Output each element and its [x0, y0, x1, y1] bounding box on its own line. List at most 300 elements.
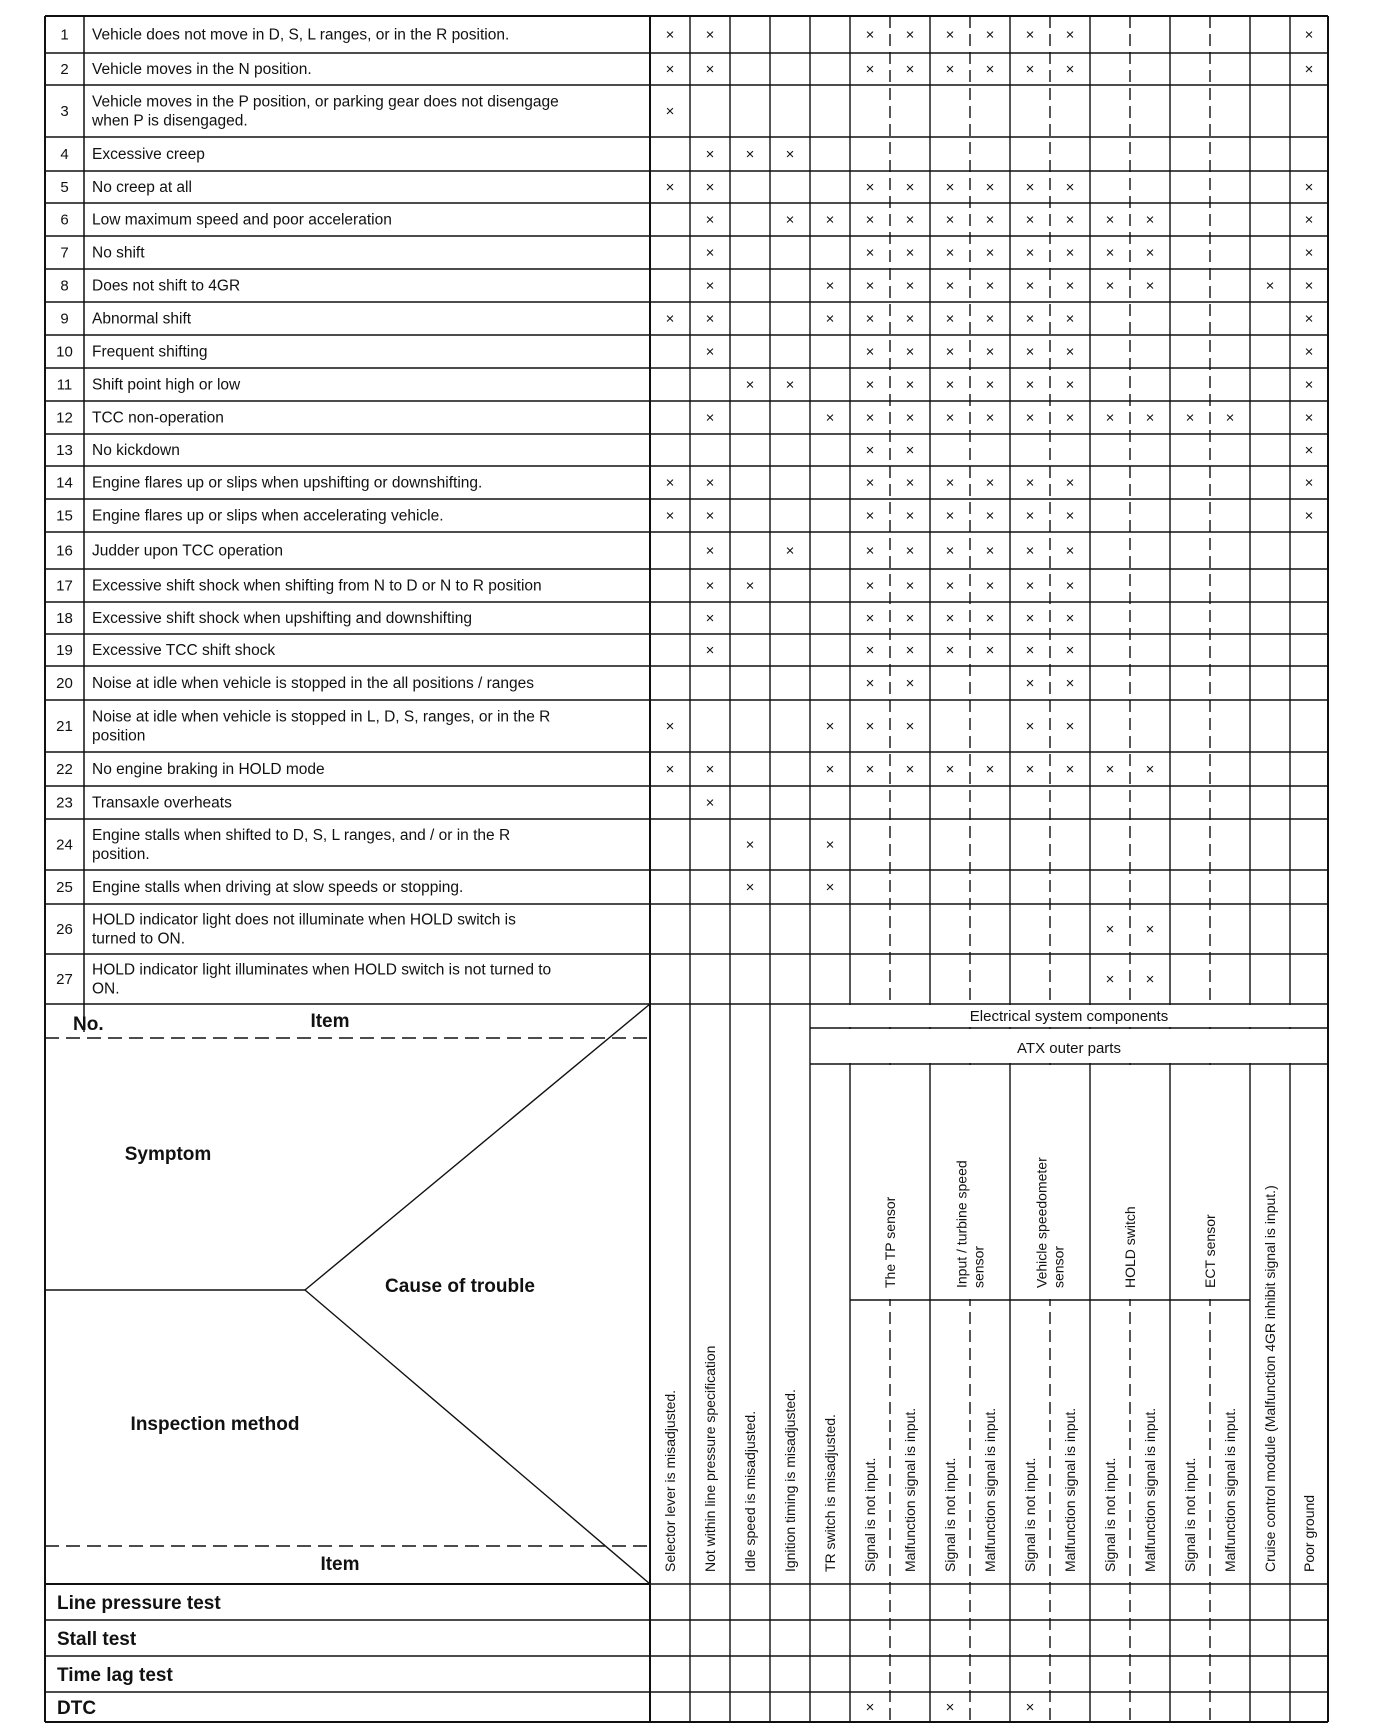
symptom-text: No engine braking in HOLD mode [92, 761, 325, 778]
cause-mark: × [825, 836, 835, 854]
cause-mark: × [825, 879, 835, 896]
cause-mark: × [785, 542, 795, 560]
row-number: 16 [56, 542, 73, 560]
symptom-text: Excessive shift shock when shifting from N to D or N to R position [92, 577, 542, 595]
row-number: 25 [56, 879, 73, 896]
sensor-name: ECT sensor [1202, 1214, 1218, 1288]
inspection-label: Line pressure test [57, 1593, 221, 1614]
cause-mark: × [705, 577, 715, 595]
cause-mark: × [865, 409, 875, 427]
symptom-text: Engine flares up or slips when upshifting or downshifting. [92, 474, 483, 492]
symptom-text: Does not shift to 4GR [92, 277, 241, 295]
cause-mark: × [1105, 409, 1115, 427]
cause-mark: × [1025, 211, 1035, 229]
symptom-text: Low maximum speed and poor acceleration [92, 211, 392, 229]
cause-mark: × [865, 542, 875, 560]
cause-mark: × [665, 761, 675, 778]
cause-label: Malfunction signal is input. [1142, 1407, 1158, 1572]
cause-mark: × [1025, 244, 1035, 262]
cause-mark: × [945, 761, 955, 778]
cause-mark: × [945, 577, 955, 595]
cause-label: TR switch is misadjusted. [822, 1414, 838, 1572]
cause-mark: × [1025, 343, 1035, 361]
cause-label: Selector lever is misadjusted. [662, 1389, 678, 1572]
row-number: 13 [56, 442, 73, 459]
cause-mark: × [945, 310, 955, 328]
row-number: 19 [56, 642, 73, 659]
cause-mark: × [745, 146, 755, 163]
cause-mark: × [985, 376, 995, 394]
cause-mark: × [1065, 718, 1075, 735]
cause-label: Ignition timing is misadjusted. [782, 1389, 798, 1572]
cause-mark: × [1145, 211, 1155, 229]
cause-mark: × [1025, 542, 1035, 560]
sensor-name: Vehicle speedometer [1033, 1157, 1050, 1288]
cause-mark: × [665, 103, 675, 120]
symptom-row [56, 344, 1313, 361]
cause-mark: × [705, 642, 715, 659]
symptom-row [56, 827, 834, 863]
cause-label: Malfunction signal is input. [1062, 1407, 1078, 1572]
symptom-text: Vehicle moves in the N position. [92, 61, 312, 78]
cause-mark: × [945, 642, 955, 659]
cause-label: Signal is not input. [862, 1457, 878, 1572]
symptom-row [56, 475, 1313, 492]
symptom-text: Shift point high or low [92, 376, 241, 394]
symptom-text: Frequent shifting [92, 343, 208, 361]
cause-mark: × [1145, 971, 1155, 988]
cause-mark: × [705, 507, 715, 525]
cause-mark: × [1304, 61, 1314, 78]
row-number: 22 [56, 761, 73, 778]
cause-mark: × [1065, 376, 1075, 394]
cause-mark: × [1065, 179, 1075, 196]
cause-mark: × [825, 718, 835, 735]
inspection-mark: × [865, 1699, 875, 1716]
row-number: 2 [60, 61, 69, 78]
cause-mark: × [1025, 761, 1035, 778]
cause-mark: × [745, 376, 755, 394]
symptom-text: Judder upon TCC operation [92, 542, 284, 560]
row-number: 6 [60, 211, 69, 229]
cause-mark: × [945, 61, 955, 78]
cause-mark: × [945, 343, 955, 361]
cause-mark: × [1025, 26, 1035, 44]
row-number: 14 [56, 474, 73, 492]
cause-mark: × [705, 179, 715, 196]
symptom-text: Excessive creep [92, 146, 205, 163]
cause-mark: × [1105, 211, 1115, 229]
inspection-method-label: Inspection method [130, 1414, 300, 1435]
sensor-name: sensor [1050, 1245, 1067, 1288]
cause-mark: × [1065, 542, 1075, 560]
row-number: 8 [60, 277, 69, 295]
cause-mark: × [985, 642, 995, 659]
cause-mark: × [905, 761, 915, 778]
cause-label: Idle speed is misadjusted. [742, 1410, 758, 1572]
symptom-text: Noise at idle when vehicle is stopped in the all positions / ranges [92, 675, 535, 692]
cause-mark: × [785, 211, 795, 229]
cause-mark: × [985, 409, 995, 427]
symptom-text: ON. [92, 980, 120, 998]
symptom-row [56, 795, 714, 812]
symptom-row [56, 761, 1154, 778]
table-grid [45, 16, 1328, 1722]
cause-mark: × [705, 542, 715, 560]
symptom-text: Engine flares up or slips when accelerating vehicle. [92, 507, 444, 525]
cause-mark: × [665, 507, 675, 525]
cause-mark: × [945, 244, 955, 262]
row-number: 17 [56, 577, 73, 595]
cause-mark: × [905, 507, 915, 525]
cause-mark: × [905, 610, 915, 627]
cause-mark: × [865, 61, 875, 78]
cause-mark: × [1025, 61, 1035, 78]
cause-mark: × [665, 718, 675, 735]
inspection-row [57, 1698, 1034, 1719]
cause-mark: × [985, 244, 995, 262]
sensor-name: Input / turbine speed [953, 1160, 970, 1288]
cause-mark: × [1025, 474, 1035, 492]
cause-mark: × [1065, 577, 1075, 595]
row-number: 11 [56, 376, 73, 394]
cause-mark: × [905, 211, 915, 229]
cause-mark: × [1065, 244, 1075, 262]
row-number: 5 [60, 179, 69, 196]
row-number: 15 [56, 507, 73, 525]
cause-mark: × [985, 610, 995, 627]
cause-mark: × [905, 718, 915, 735]
cause-mark: × [1065, 675, 1075, 692]
cause-mark: × [865, 610, 875, 627]
cause-mark: × [1225, 409, 1235, 427]
cause-mark: × [1025, 376, 1035, 394]
cause-mark: × [1185, 409, 1195, 427]
cause-mark: × [825, 310, 835, 328]
cause-mark: × [705, 146, 715, 163]
cause-mark: × [1304, 179, 1314, 196]
cause-mark: × [905, 310, 915, 328]
cause-mark: × [1304, 26, 1314, 44]
symptom-row [56, 610, 1074, 627]
cause-label: Malfunction signal is input. [1222, 1407, 1238, 1572]
cause-mark: × [1025, 507, 1035, 525]
cause-mark: × [1065, 507, 1075, 525]
cause-mark: × [705, 409, 715, 427]
cause-mark: × [1025, 577, 1035, 595]
cause-label: Signal is not input. [1182, 1457, 1198, 1572]
inspection-row [57, 1665, 173, 1686]
cause-mark: × [945, 409, 955, 427]
cause-mark: × [985, 61, 995, 78]
cause-mark: × [705, 474, 715, 492]
cause-mark: × [905, 376, 915, 394]
symptom-row [56, 879, 834, 896]
symptom-row [60, 94, 674, 130]
symptom-text: Noise at idle when vehicle is stopped in L, D, S, ranges, or in the R [92, 708, 551, 726]
cause-mark: × [1065, 474, 1075, 492]
cause-label: Malfunction signal is input. [902, 1407, 918, 1572]
cause-mark: × [905, 642, 915, 659]
cause-mark: × [865, 179, 875, 196]
cause-mark: × [1065, 277, 1075, 295]
symptom-row [56, 578, 1074, 595]
symptom-text: position [92, 727, 146, 745]
symptom-row [57, 377, 1314, 394]
symptom-text: Vehicle does not move in D, S, L ranges, or in the R position. [92, 26, 510, 44]
cause-mark: × [1304, 376, 1314, 394]
cause-mark: × [1145, 921, 1155, 938]
cause-mark: × [1065, 642, 1075, 659]
cause-mark: × [865, 474, 875, 492]
cause-mark: × [1105, 244, 1115, 262]
cause-mark: × [705, 244, 715, 262]
row-number: 24 [56, 836, 73, 854]
cause-mark: × [785, 376, 795, 394]
symptom-text: Abnormal shift [92, 310, 192, 328]
cause-mark: × [705, 26, 715, 44]
symptom-row [60, 61, 1313, 78]
cause-mark: × [905, 343, 915, 361]
cause-mark: × [1065, 610, 1075, 627]
symptom-row [60, 212, 1313, 229]
cause-label: Malfunction signal is input. [982, 1407, 998, 1572]
cause-mark: × [905, 442, 915, 459]
cause-mark: × [1025, 409, 1035, 427]
row-number: 27 [56, 971, 73, 988]
cause-mark: × [905, 277, 915, 295]
no-label: No. [73, 1014, 104, 1035]
cause-mark: × [1065, 310, 1075, 328]
cause-mark: × [745, 836, 755, 854]
cause-mark: × [865, 277, 875, 295]
cause-mark: × [945, 26, 955, 44]
cause-mark: × [1304, 474, 1314, 492]
inspection-row [57, 1593, 221, 1614]
cause-mark: × [705, 343, 715, 361]
cause-mark: × [705, 310, 715, 328]
inspection-mark: × [945, 1699, 955, 1716]
item-label-bottom: Item [320, 1554, 360, 1575]
row-number: 9 [60, 310, 69, 328]
symptom-text: HOLD indicator light does not illuminate when HOLD switch is [92, 911, 516, 929]
cause-mark: × [865, 577, 875, 595]
symptom-label: Symptom [124, 1144, 212, 1165]
cause-mark: × [665, 61, 675, 78]
cause-mark: × [905, 474, 915, 492]
cause-mark: × [825, 277, 835, 295]
symptom-row [60, 146, 794, 163]
symptom-text: Vehicle moves in the P position, or parking gear does not disengage [92, 93, 559, 111]
symptom-text: turned to ON. [92, 930, 186, 948]
symptom-text: HOLD indicator light illuminates when HOLD switch is not turned to [92, 961, 552, 979]
cause-mark: × [865, 442, 875, 459]
cause-mark: × [1304, 442, 1314, 459]
symptom-text: TCC non-operation [92, 409, 224, 427]
cause-mark: × [905, 26, 915, 44]
header-diagonal [305, 1290, 650, 1584]
row-number: 21 [56, 718, 73, 735]
cause-mark: × [1265, 277, 1275, 295]
cause-mark: × [665, 26, 675, 44]
cause-mark: × [1304, 277, 1314, 295]
row-number: 26 [56, 921, 73, 938]
cause-mark: × [985, 474, 995, 492]
cause-mark: × [905, 577, 915, 595]
symptom-row [56, 410, 1313, 427]
cause-mark: × [1145, 244, 1155, 262]
cause-mark: × [945, 179, 955, 196]
cause-mark: × [745, 577, 755, 595]
cause-mark: × [865, 310, 875, 328]
symptom-row [56, 442, 1313, 459]
cause-mark: × [865, 211, 875, 229]
sensor-name: sensor [970, 1245, 987, 1288]
symptom-rows [56, 27, 1313, 998]
row-number: 1 [60, 26, 69, 44]
symptom-text: Engine stalls when driving at slow speeds or stopping. [92, 879, 464, 896]
symptom-row [56, 912, 1154, 948]
cause-mark: × [865, 761, 875, 778]
cause-mark: × [705, 211, 715, 229]
cause-mark: × [1304, 507, 1314, 525]
cause-mark: × [1145, 761, 1155, 778]
cause-mark: × [1304, 343, 1314, 361]
cause-mark: × [865, 343, 875, 361]
cause-mark: × [1304, 310, 1314, 328]
symptom-text: position. [92, 846, 150, 863]
symptom-row [56, 543, 1074, 560]
cause-mark: × [945, 610, 955, 627]
cause-mark: × [865, 244, 875, 262]
cause-mark: × [825, 761, 835, 778]
inspection-label: DTC [57, 1698, 97, 1719]
cause-mark: × [985, 577, 995, 595]
cause-mark: × [865, 642, 875, 659]
cause-mark: × [905, 179, 915, 196]
cause-mark: × [1065, 343, 1075, 361]
cause-mark: × [905, 675, 915, 692]
symptom-row [60, 27, 1313, 44]
cause-mark: × [985, 507, 995, 525]
cause-label: Signal is not input. [1022, 1457, 1038, 1572]
cause-label: Not within line pressure specification [702, 1345, 718, 1572]
row-number: 10 [56, 343, 73, 361]
cause-mark: × [705, 761, 715, 778]
symptom-text: Excessive TCC shift shock [92, 642, 276, 659]
row-number: 3 [60, 103, 69, 120]
row-number: 12 [56, 409, 73, 427]
cause-mark: × [825, 409, 835, 427]
symptom-row [56, 642, 1074, 659]
cause-mark: × [1304, 409, 1314, 427]
cause-mark: × [1065, 211, 1075, 229]
cause-mark: × [905, 244, 915, 262]
cause-mark: × [985, 343, 995, 361]
cause-label: Cruise control module (Malfunction 4GR inhibit signal is input.) [1262, 1185, 1278, 1572]
cause-mark: × [1304, 211, 1314, 229]
symptom-row [56, 709, 1074, 745]
inspection-row [57, 1629, 137, 1650]
cause-mark: × [1105, 921, 1115, 938]
cause-mark: × [1025, 675, 1035, 692]
cause-mark: × [865, 376, 875, 394]
symptom-text: when P is disengaged. [92, 112, 248, 130]
cause-mark: × [705, 794, 715, 812]
cause-mark: × [865, 26, 875, 44]
cause-mark: × [945, 474, 955, 492]
symptom-row [60, 278, 1313, 295]
electrical-components-label: Electrical system components [969, 1008, 1169, 1025]
cause-mark: × [1025, 277, 1035, 295]
cause-mark: × [945, 211, 955, 229]
row-number: 4 [60, 146, 69, 163]
cause-mark: × [865, 718, 875, 735]
symptom-text: No creep at all [92, 179, 192, 196]
cause-mark: × [1025, 718, 1035, 735]
cause-label: Signal is not input. [942, 1457, 958, 1572]
cause-label: Signal is not input. [1102, 1457, 1118, 1572]
cause-mark: × [1145, 409, 1155, 427]
cause-mark: × [865, 675, 875, 692]
header-diagonal [305, 1004, 650, 1290]
cause-mark: × [1025, 310, 1035, 328]
cause-mark: × [985, 26, 995, 44]
symptom-row [60, 179, 1313, 196]
cause-mark: × [905, 542, 915, 560]
item-label: Item [310, 1011, 350, 1032]
cause-mark: × [665, 474, 675, 492]
cause-mark: × [985, 310, 995, 328]
cause-mark: × [985, 542, 995, 560]
cause-label: Poor ground [1301, 1494, 1317, 1572]
cause-mark: × [745, 879, 755, 896]
atx-outer-parts-label: ATX outer parts [1017, 1040, 1121, 1057]
cause-mark: × [1065, 409, 1075, 427]
cause-mark: × [1025, 179, 1035, 196]
cause-mark: × [1025, 610, 1035, 627]
symptom-row [56, 675, 1074, 692]
cause-mark: × [825, 211, 835, 229]
cause-mark: × [905, 409, 915, 427]
cause-mark: × [665, 179, 675, 196]
cause-mark: × [705, 61, 715, 78]
cause-mark: × [1065, 61, 1075, 78]
inspection-mark: × [1025, 1699, 1035, 1716]
symptom-text: No shift [92, 244, 145, 262]
cause-mark: × [945, 277, 955, 295]
cause-mark: × [865, 507, 875, 525]
cause-of-trouble-label: Cause of trouble [385, 1276, 535, 1297]
symptom-text: Engine stalls when shifted to D, S, L ranges, and / or in the R [92, 827, 511, 844]
sensor-name: The TP sensor [882, 1196, 898, 1288]
cause-mark: × [1105, 971, 1115, 988]
symptom-row [60, 245, 1313, 262]
row-number: 7 [60, 244, 69, 262]
cause-mark: × [1025, 642, 1035, 659]
row-number: 18 [56, 610, 73, 627]
cause-mark: × [1065, 761, 1075, 778]
cause-mark: × [985, 211, 995, 229]
cause-mark: × [985, 277, 995, 295]
cause-mark: × [905, 61, 915, 78]
cause-mark: × [945, 507, 955, 525]
inspection-label: Stall test [57, 1629, 137, 1650]
symptom-text: No kickdown [92, 442, 180, 459]
cause-mark: × [1105, 761, 1115, 778]
symptom-row [56, 962, 1154, 998]
symptom-row [56, 508, 1313, 525]
